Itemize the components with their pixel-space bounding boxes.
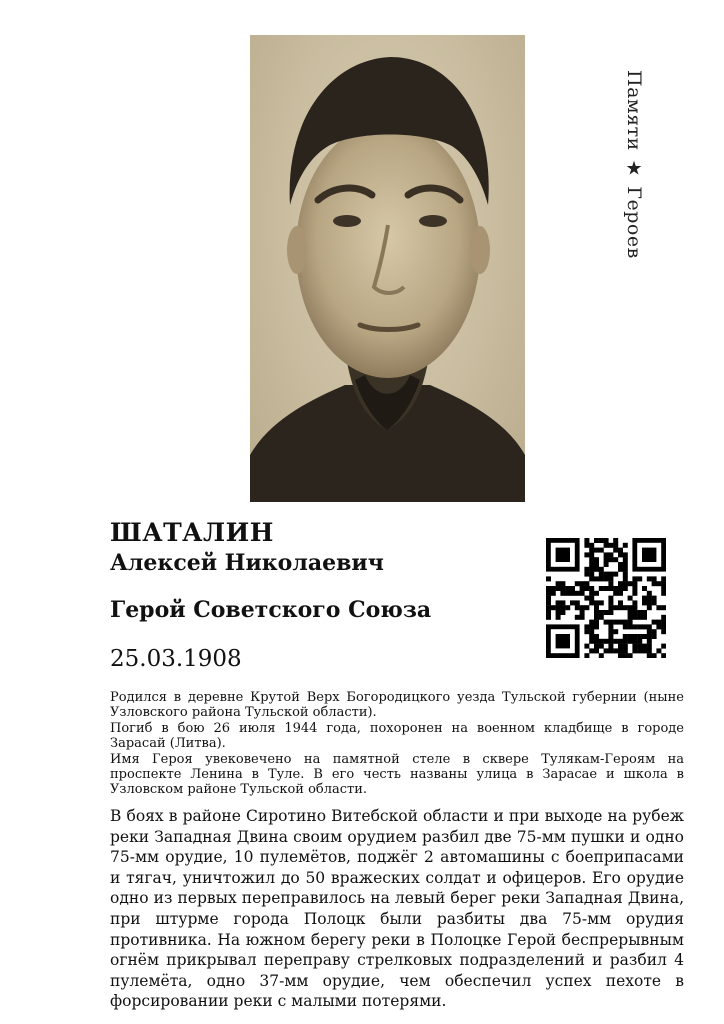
qr-code[interactable] [546,538,666,658]
combat-story-text: В боях в районе Сиротино Витебской области и при выходе на рубеж реки Западная Двина своим орудием разбил две 75-мм пушки и одно 75-мм орудие, 10 пулемётов, поджёг 2 автомашины с боеприпасами и тягач, уничтожил до 50 вражеских солдат и офицеров. Его орудие одно из первых переправилось на левый берег реки Западная Двина, при штурме города Полоцк были разбиты два 75-мм орудия противника. На южном берегу реки в Полоцке Герой беспрерывным огнём прикрывал переправу стрелковых подразделений и разбил 4 пулемёта, одно 37-мм орудие, чем обеспечил успех пехоте в форсировании реки с малыми потерями. [110,807,684,1011]
bio-paragraph: Погиб в бою 26 июля 1944 года, похоронен на военном кладбище в городе Зарасай (Литва). [110,720,684,752]
qr-code-icon [546,538,666,658]
bio-paragraph: Родился в деревне Крутой Верх Богородицкого уезда Тульской губернии (ныне Узловского района Тульской области). [110,690,684,721]
hero-birth-date: 25.03.1908 [110,646,242,672]
vertical-series-title: Памяти ★ Героев [623,70,645,259]
hero-surname: ШАТАЛИН [110,518,274,547]
hero-award-title: Герой Советского Союза [110,597,432,623]
hero-given-names: Алексей Николаевич [110,550,384,576]
hero-portrait-photo [250,35,525,502]
biography-block [110,690,684,798]
bio-paragraph: Имя Героя увековечено на памятной стеле в сквере Тулякам-Героям на проспекте Ленина в Туле. В его честь названы улица в Зарасае и школа в Узловском районе Тульской области. [110,751,684,798]
